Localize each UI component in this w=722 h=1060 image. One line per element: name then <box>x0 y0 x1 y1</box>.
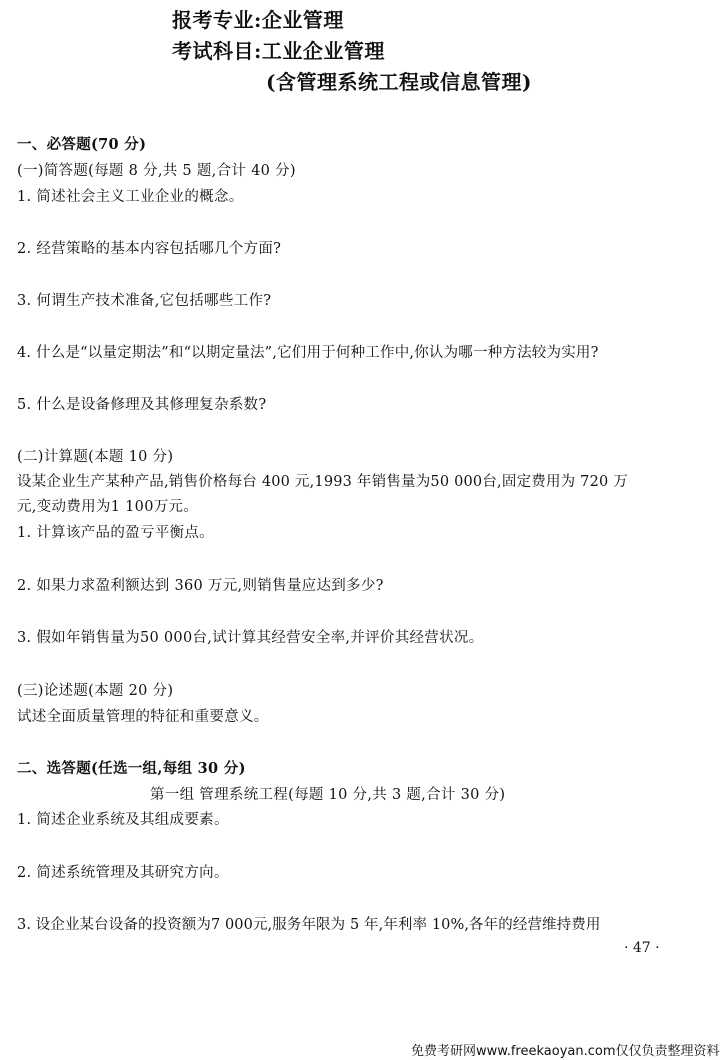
question-item: 1. 计算该产品的盈亏平衡点。 <box>17 525 214 541</box>
question-item: 4. 什么是“以量定期法”和“以期定量法”,它们用于何种工作中,你认为哪一种方法较为实用? <box>17 345 599 361</box>
question-item: 2. 如果力求盈利额达到 360 万元,则销售量应达到多少? <box>17 578 384 594</box>
exam-subject: 考试科目:工业企业管理 <box>172 39 385 63</box>
question-item: 1. 简述社会主义工业企业的概念。 <box>17 189 244 205</box>
footer-source-text: 免费考研网www.freekaoyan.com仅仅负责整理资料 <box>411 1044 720 1059</box>
question-item: 3. 设企业某台设备的投资额为7 000元,服务年限为 5 年,年利率 10%,各年的经营维持费用 <box>17 917 601 933</box>
question-item: 2. 经营策略的基本内容包括哪几个方面? <box>17 241 282 257</box>
calc-intro-line1: 设某企业生产某种产品,销售价格每台 400 元,1993 年销售量为50 000台,固定费用为 720 万 <box>17 474 628 490</box>
exam-subject-note: (含管理系统工程或信息管理) <box>266 70 532 94</box>
exam-major: 报考专业:企业管理 <box>172 8 344 32</box>
page-number: · 47 · <box>624 940 660 956</box>
group1-title: 第一组 管理系统工程(每题 10 分,共 3 题,合计 30 分) <box>150 787 506 803</box>
part1-title: (一)简答题(每题 8 分,共 5 题,合计 40 分) <box>17 163 296 179</box>
question-item: 1. 简述企业系统及其组成要素。 <box>17 812 229 828</box>
calc-intro-line2: 元,变动费用为1 100万元。 <box>17 499 199 515</box>
part3-title: (三)论述题(本题 20 分) <box>17 683 174 699</box>
section2-title: 二、选答题(任选一组,每组 30 分) <box>17 760 246 777</box>
question-item: 5. 什么是设备修理及其修理复杂系数? <box>17 397 267 413</box>
section1-title: 一、必答题(70 分) <box>17 136 147 153</box>
question-item: 2. 简述系统管理及其研究方向。 <box>17 865 229 881</box>
question-item: 3. 假如年销售量为50 000台,试计算其经营安全率,并评价其经营状况。 <box>17 630 484 646</box>
essay-question: 试述全面质量管理的特征和重要意义。 <box>17 709 269 725</box>
part2-title: (二)计算题(本题 10 分) <box>17 449 174 465</box>
question-item: 3. 何谓生产技术准备,它包括哪些工作? <box>17 293 272 309</box>
